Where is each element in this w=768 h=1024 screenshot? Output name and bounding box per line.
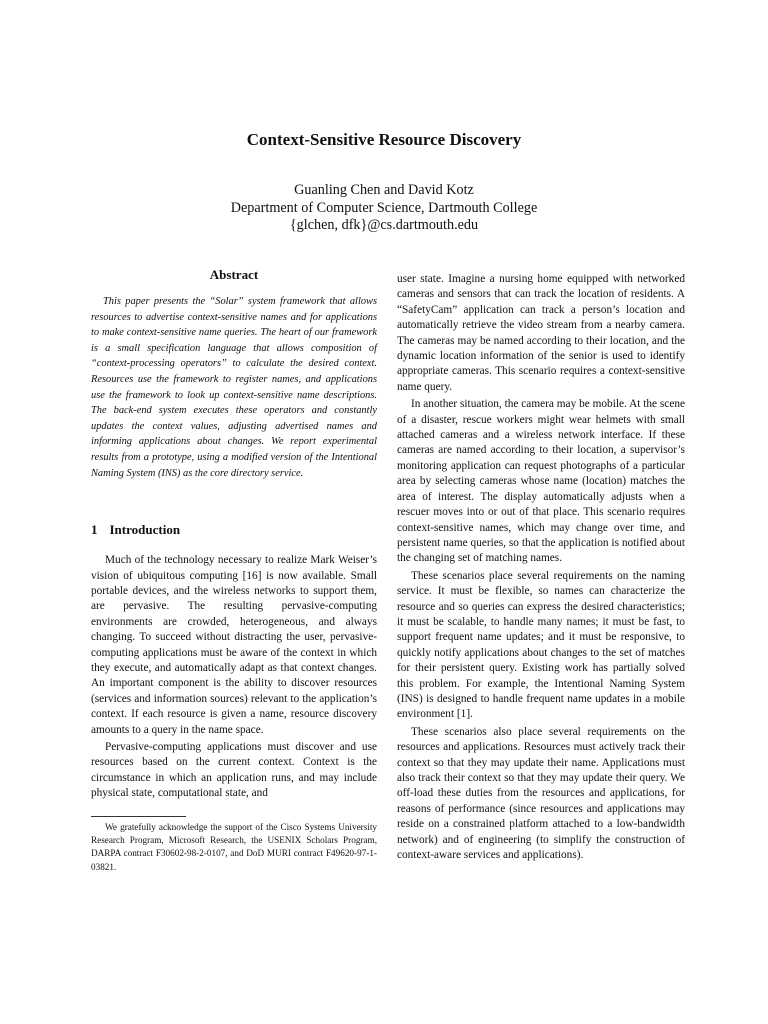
footnote: We gratefully acknowledge the support of the Cisco Systems University Research Program, Microsoft Research, the USENIX Scholars Program, DARPA contract F30602-98-2-0107, and DoD MURI contract F49620-97-1-03821. <box>91 821 377 872</box>
section-number: 1 <box>91 522 98 538</box>
body-paragraph: In another situation, the camera may be mobile. At the scene of a disaster, rescue workers might wear helmets with small attached cameras and a wireless network interface. If these cameras are named according to their location, a supervisor’s monitoring application can request photographs of a particular area by selecting cameras whose name (location) matches the area of interest. The display automatically adjusts when a rescuer moves into or out of that place. This scenario requires context-sensitive names, which may change over time, and persistent name queries, so that the application is notified about the changing set of matching names. <box>397 398 685 565</box>
abstract-heading: Abstract <box>209 267 259 282</box>
intro-paragraph: Much of the technology necessary to realize Mark Weiser’s vision of ubiquitous computing [16] is now available. Small portable devices, and the wireless networks to support them, are pervasive. The resulting pervasive-computing environments are crowded, heterogeneous, and always changing. To succeed without distracting the user, pervasive-computing applications must be aware of the context in which they execute, and automatically adapt as that context changes. An important component is the ability to discover resources (services and information sources) relevant to the application’s context. If each resource is given a name, resource discovery amounts to a query in the name space. <box>91 554 377 736</box>
author-email: {glchen, dfk}@cs.dartmouth.edu <box>289 217 479 233</box>
paper-title: Context-Sensitive Resource Discovery <box>246 130 522 149</box>
abstract-text: This paper presents the “Solar” system framework that allows resources to advertise context-sensitive names and for applications to make context-sensitive name queries. The heart of our framework is a small specification language that allows composition of “context-processing operators” to calculate the desired context. Resources use the framework to register names, and applications use the framework to look up context-sensitive name descriptions. The back-end system executes these operators and constantly updates the context values, adjusting advertised names and informing applications about changes. We report experimental results from a prototype, using a modified version of the Intentional Naming System (INS) as the core directory service. <box>91 296 377 479</box>
section-heading-introduction <box>91 521 377 539</box>
left-column <box>91 266 377 874</box>
intro-paragraph: Pervasive-computing applications must discover and use resources based on the current context. Context is the circumstance in which an application runs, and may include physical state, computational state, and <box>91 741 377 800</box>
right-column <box>397 272 685 865</box>
footnote-divider <box>91 816 186 817</box>
body-paragraph: user state. Imagine a nursing home equipped with networked cameras and sensors that can track the location of residents. A “SafetyCam” application can track a person’s location and automatically retrieve the video stream from a nearby camera. The cameras may be named according to their location, and the dynamic location information of the senior is used to identify appropriate cameras. This scenario requires a context-sensitive name query. <box>397 273 685 393</box>
section-title: Introduction <box>109 522 181 538</box>
author-names: Guanling Chen and David Kotz <box>294 182 474 198</box>
body-paragraph: These scenarios place several requirements on the naming service. It must be flexible, so names can characterize the resource and so queries can express the desired characteristics; it must be scalable, to handle many names; it must be fast, to support frequent name updates; and it must be responsive, to quickly notify applications about changes to the set of matches for their persistent query. Existing work has partially solved this problem. For example, the Intentional Naming System (INS) is designed to handle frequent name updates in a mobile environment [1]. <box>397 569 685 721</box>
author-affiliation: Department of Computer Science, Dartmouth College <box>230 200 538 216</box>
body-paragraph: These scenarios also place several requirements on the resources and applications. Resources must actively track their context so that they may update their name. Applications must also track their context so that they may update their query. We off-load these duties from the resources and applications, for reasons of performance (since resources and applications may reside on a constrained platform attached to a low-bandwidth network) and of engineering (to simplify the construction of context-aware services and applications). <box>397 725 685 862</box>
